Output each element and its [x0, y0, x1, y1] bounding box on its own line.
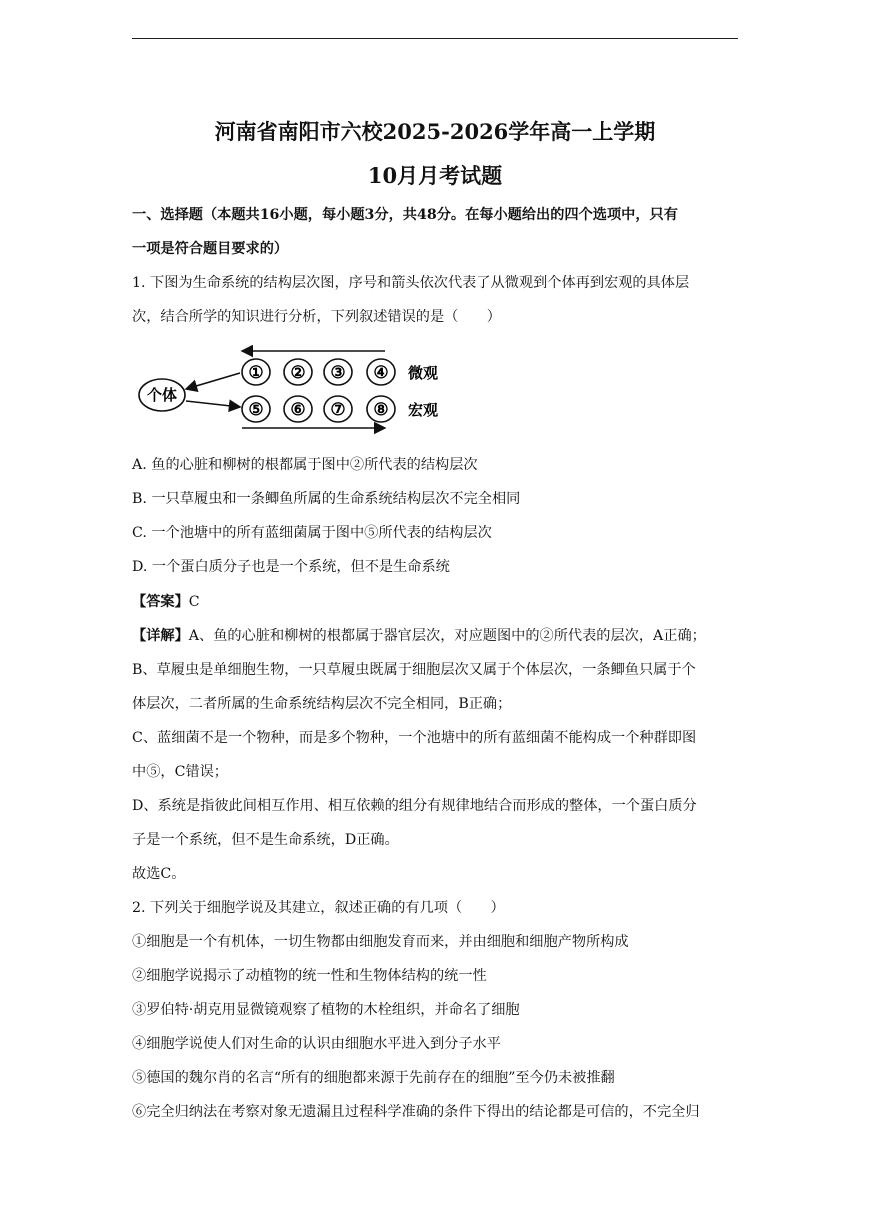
arrow-to-individual	[186, 373, 240, 389]
individual-label: 个体	[146, 386, 178, 404]
q1-option-a: A. 鱼的心脏和柳树的根都属于图中②所代表的结构层次	[132, 457, 478, 473]
top-node-row	[242, 359, 395, 385]
node-2: ②	[290, 363, 306, 383]
micro-label: 微观	[408, 364, 439, 382]
q1-answer	[132, 592, 742, 612]
q1-detail-3: 体层次，二者所属的生命系统结构层次不完全相同，B正确；	[132, 696, 512, 712]
node-4: ④	[373, 363, 389, 383]
q1-detail-7: 子是一个系统，但不是生命系统，D正确。	[132, 832, 399, 848]
q1-detail-4: C、蓝细菌不是一个物种，而是多个物种，一个池塘中的所有蓝细菌不能构成一个种群即图	[132, 730, 697, 746]
node-6: ⑥	[290, 400, 306, 420]
q1-detail-1	[132, 626, 742, 646]
section-heading: 一、选择题（本题共16小题，每小题3分，共48分。在每小题给出的四个选项中，只有	[132, 207, 678, 223]
q2-item-1: ①细胞是一个有机体，一切生物都由细胞发育而来，并由细胞和细胞产物所构成	[132, 934, 629, 950]
node-7: ⑦	[330, 400, 346, 420]
q1-option-c: C. 一个池塘中的所有蓝细菌属于图中⑤所代表的结构层次	[132, 525, 492, 541]
q1-option-b: B. 一只草履虫和一条鲫鱼所属的生命系统结构层次不完全相同	[132, 491, 521, 507]
detail-tag: 【详解】	[132, 628, 189, 644]
answer-value: C	[188, 594, 200, 610]
q1-detail-6: D、系统是指彼此间相互作用、相互依赖的组分有规律地结合而形成的整体，一个蛋白质分	[132, 798, 697, 814]
node-8: ⑧	[373, 400, 389, 420]
arrow-from-individual	[186, 401, 240, 407]
macro-label: 宏观	[408, 401, 439, 419]
section-heading-cont: 一项是符合题目要求的）	[132, 241, 289, 257]
q2-item-4: ④细胞学说使人们对生命的认识由细胞水平进入到分子水平	[132, 1036, 501, 1052]
q2-item-5: ⑤德国的魏尔肖的名言“所有的细胞都来源于先前存在的细胞”至今仍未被推翻	[132, 1070, 615, 1086]
q2-item-3: ③罗伯特·胡克用显微镜观察了植物的木栓组织，并命名了细胞	[132, 1002, 520, 1018]
bottom-node-row	[242, 396, 395, 422]
q2-item-2: ②细胞学说揭示了动植物的统一性和生物体结构的统一性	[132, 968, 487, 984]
answer-tag: 【答案】	[132, 594, 189, 610]
q1-conclusion: 故选C。	[132, 866, 186, 882]
q1-stem: 1. 下图为生命系统的结构层次图，序号和箭头依次代表了从微观到个体再到宏观的具体层	[132, 275, 690, 291]
q1-stem-cont: 次，结合所学的知识进行分析，下列叙述错误的是（ ）	[132, 309, 501, 325]
q1-detail-5: 中⑤，C错误；	[132, 764, 228, 780]
hierarchy-diagram	[130, 345, 450, 435]
q1-detail-2: B、草履虫是单细胞生物，一只草履虫既属于细胞层次又属于个体层次，一条鲫鱼只属于个	[132, 662, 696, 678]
q1-option-d: D. 一个蛋白质分子也是一个系统，但不是生命系统	[132, 559, 450, 575]
node-1: ①	[248, 363, 264, 383]
node-3: ③	[330, 363, 346, 383]
q2-stem: 2. 下列关于细胞学说及其建立，叙述正确的有几项（ ）	[132, 900, 505, 916]
document-title-line-2: 10月月考试题	[367, 163, 503, 188]
detail-text-1: A、鱼的心脏和柳树的根都属于器官层次，对应题图中的②所代表的层次，A正确；	[188, 628, 706, 644]
node-5: ⑤	[248, 400, 264, 420]
document-title-line-1: 河南省南阳市六校2025-2026学年高一上学期	[214, 119, 656, 144]
header-rule	[132, 38, 738, 39]
q2-item-6: ⑥完全归纳法在考察对象无遗漏且过程科学准确的条件下得出的结论都是可信的，不完全归	[132, 1104, 700, 1120]
